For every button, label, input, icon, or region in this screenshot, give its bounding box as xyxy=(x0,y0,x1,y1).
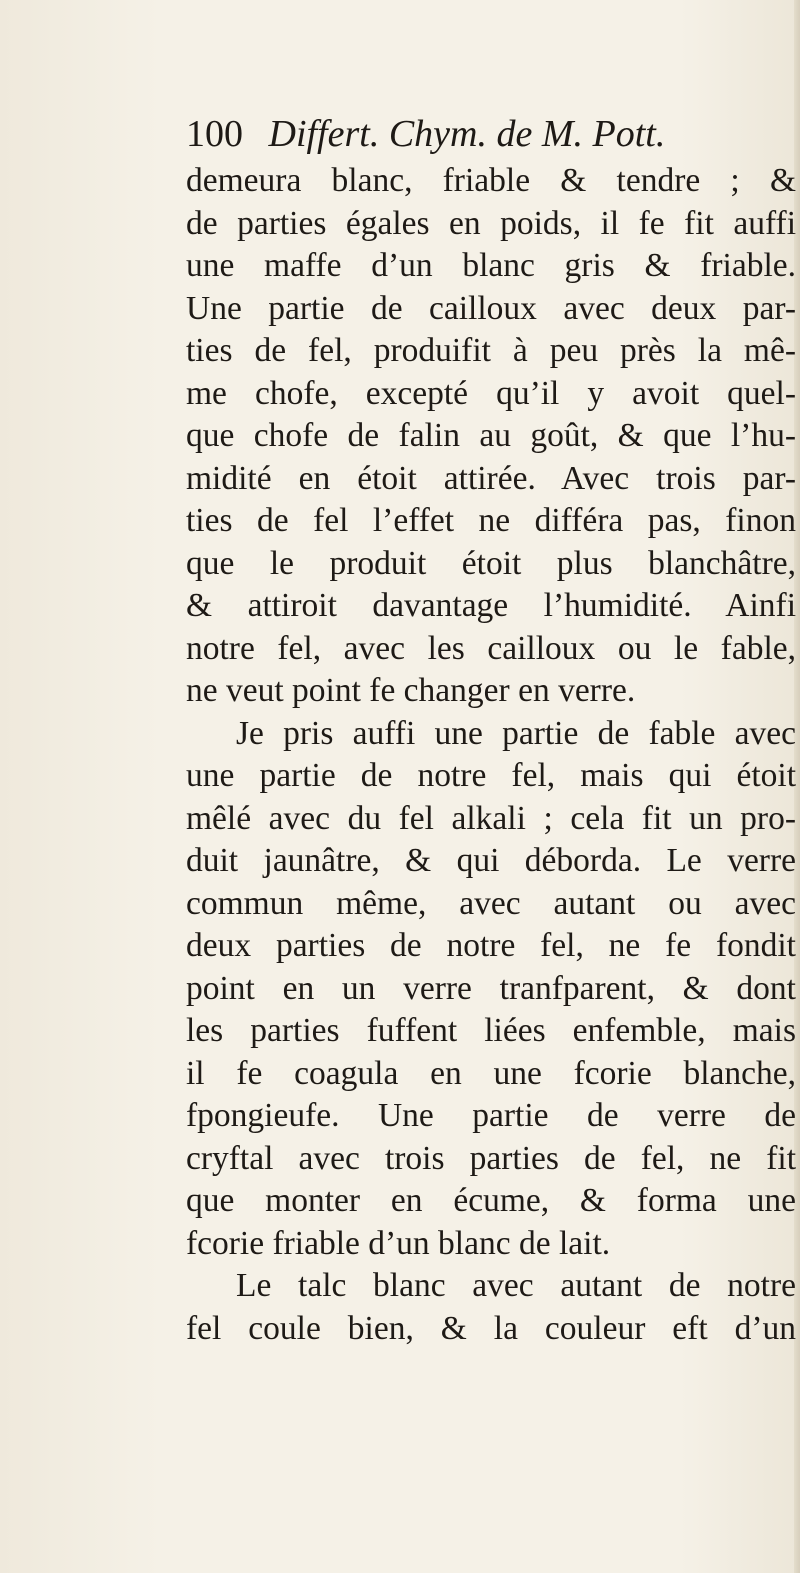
text-line: deux parties de notre fel, ne fe fondit xyxy=(186,927,796,964)
page-number: 100 xyxy=(186,113,243,155)
text-line: demeura blanc, friable & tendre ; & xyxy=(186,162,796,199)
text-line: ties de fel, produifit à peu près la mê- xyxy=(186,332,796,369)
text-line: fcorie friable d’un blanc de lait. xyxy=(186,1224,611,1262)
text-line: fpongieufe. Une partie de verre de xyxy=(186,1097,796,1134)
text-line: midité en étoit attirée. Avec trois par- xyxy=(186,459,796,497)
running-title: Differt. Chym. de M. Pott. xyxy=(268,113,666,155)
text-line: Une partie de cailloux avec deux par- xyxy=(186,289,796,327)
text-line: une partie de notre fel, mais qui étoit xyxy=(186,757,796,794)
text-line: notre fel, avec les cailloux ou le fable, xyxy=(186,629,796,667)
text-line: Je pris auffi une partie de fable avec xyxy=(236,714,796,752)
text-line: une maffe d’un blanc gris & friable. xyxy=(186,247,796,284)
text-line: cryftal avec trois parties de fel, ne fit xyxy=(186,1139,796,1177)
text-line: il fe coagula en une fcorie blanche, xyxy=(186,1054,796,1092)
text-line: commun même, avec autant ou avec xyxy=(186,884,796,922)
text-line: point en un verre tranfparent, & dont xyxy=(186,969,796,1007)
text-line: ne veut point fe changer en verre. xyxy=(186,672,636,709)
body-text xyxy=(186,160,796,1350)
text-line: les parties fuffent liées enfemble, mais xyxy=(186,1012,796,1049)
text-line: Le talc blanc avec autant de notre xyxy=(236,1267,796,1304)
text-line: me chofe, excepté qu’il y avoit quel- xyxy=(186,374,796,412)
text-line: duit jaunâtre, & qui déborda. Le verre xyxy=(186,842,796,879)
text-line: mêlé avec du fel alkali ; cela fit un pro- xyxy=(186,799,796,837)
text-line: que chofe de falin au goût, & que l’hu- xyxy=(186,417,796,454)
text-line: ties de fel l’effet ne différa pas, finon xyxy=(186,502,796,539)
text-line: fel coule bien, & la couleur eft d’un xyxy=(186,1309,796,1347)
text-line: que monter en écume, & forma une xyxy=(186,1182,796,1219)
text-line: de parties égales en poids, il fe fit auffi xyxy=(186,204,796,242)
page-header xyxy=(186,112,665,156)
text-line: que le produit étoit plus blanchâtre, xyxy=(186,544,796,582)
text-line: & attiroit davantage l’humidité. Ainfi xyxy=(186,587,796,624)
